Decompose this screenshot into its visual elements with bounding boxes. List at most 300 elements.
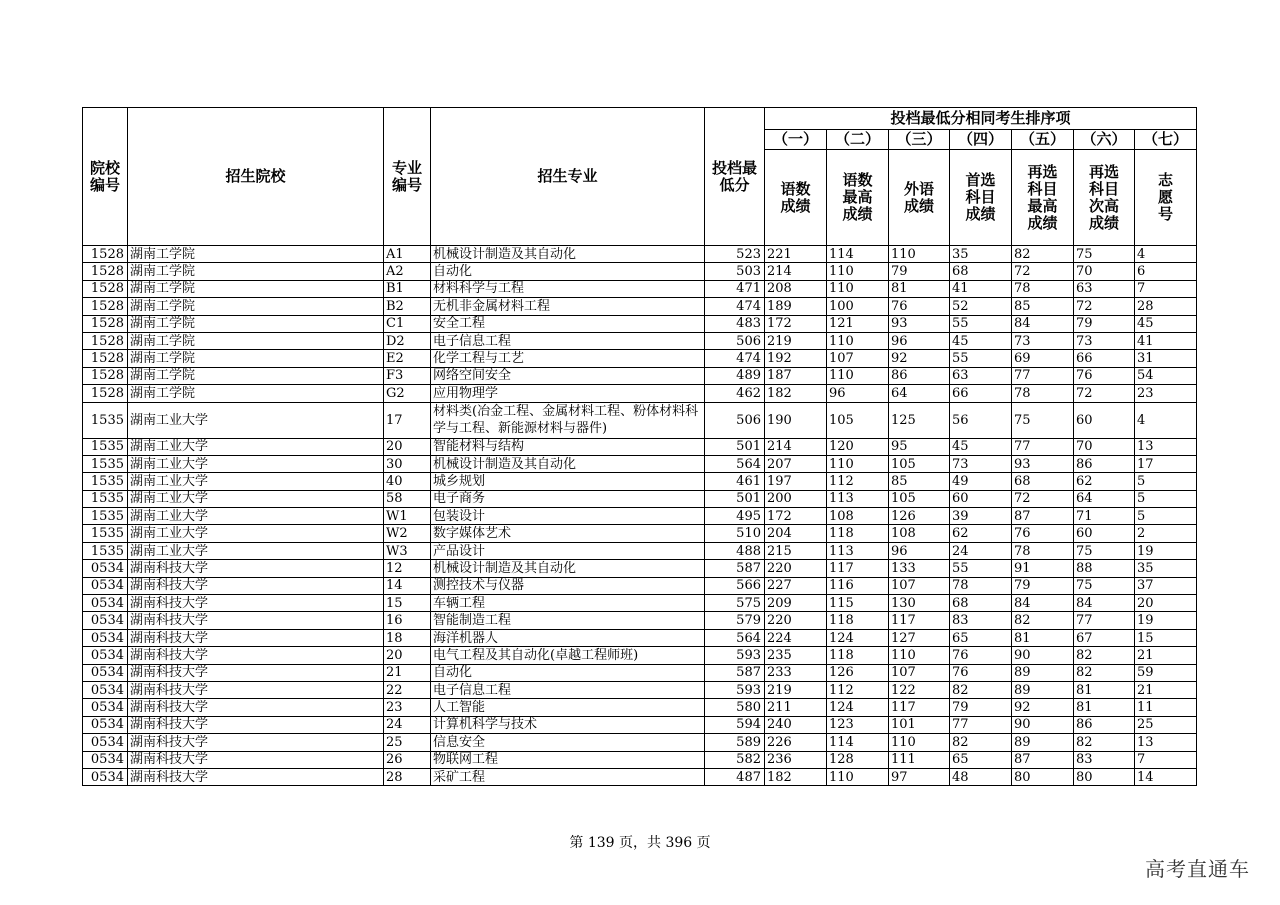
cell-order-5: 76 xyxy=(1012,525,1074,542)
cell-order-3: 110 xyxy=(889,246,950,263)
cell-order-1: 197 xyxy=(765,473,827,490)
cell-major-name: 城乡规划 xyxy=(431,473,705,490)
cell-order-6: 72 xyxy=(1074,298,1135,315)
cell-school-code: 1535 xyxy=(83,542,128,559)
cell-order-3: 93 xyxy=(889,315,950,332)
cell-school-name: 湖南科技大学 xyxy=(128,664,384,681)
cell-order-2: 118 xyxy=(827,647,889,664)
cell-order-2: 110 xyxy=(827,263,889,280)
table-row xyxy=(83,367,1197,384)
cell-major-name: 应用物理学 xyxy=(431,385,705,402)
cell-order-7: 28 xyxy=(1135,298,1197,315)
cell-order-5: 78 xyxy=(1012,280,1074,297)
cell-order-7: 5 xyxy=(1135,490,1197,507)
cell-major-code: W3 xyxy=(384,542,431,559)
cell-order-7: 13 xyxy=(1135,734,1197,751)
cell-order-7: 35 xyxy=(1135,560,1197,577)
cell-order-4: 45 xyxy=(950,438,1012,455)
cell-order-4: 68 xyxy=(950,595,1012,612)
cell-order-2: 124 xyxy=(827,699,889,716)
cell-order-5: 81 xyxy=(1012,629,1074,646)
cell-order-4: 63 xyxy=(950,367,1012,384)
cell-major-name: 海洋机器人 xyxy=(431,629,705,646)
table-row xyxy=(83,402,1197,438)
cell-min-score: 462 xyxy=(705,385,765,402)
cell-order-5: 93 xyxy=(1012,455,1074,472)
cell-order-3: 96 xyxy=(889,542,950,559)
cell-school-code: 1528 xyxy=(83,315,128,332)
cell-min-score: 587 xyxy=(705,560,765,577)
cell-order-5: 69 xyxy=(1012,350,1074,367)
cell-min-score: 587 xyxy=(705,664,765,681)
cell-order-4: 62 xyxy=(950,525,1012,542)
cell-order-3: 133 xyxy=(889,560,950,577)
cell-school-name: 湖南工学院 xyxy=(128,367,384,384)
cell-major-name: 化学工程与工艺 xyxy=(431,350,705,367)
cell-school-name: 湖南工学院 xyxy=(128,350,384,367)
header-order-7: （七） xyxy=(1135,130,1197,150)
table-row xyxy=(83,664,1197,681)
cell-order-3: 81 xyxy=(889,280,950,297)
cell-major-code: F3 xyxy=(384,367,431,384)
cell-major-code: 58 xyxy=(384,490,431,507)
cell-order-5: 68 xyxy=(1012,473,1074,490)
cell-order-1: 235 xyxy=(765,647,827,664)
cell-order-6: 76 xyxy=(1074,367,1135,384)
cell-major-name: 智能材料与结构 xyxy=(431,438,705,455)
cell-order-5: 92 xyxy=(1012,699,1074,716)
cell-order-2: 100 xyxy=(827,298,889,315)
cell-order-1: 215 xyxy=(765,542,827,559)
table-row xyxy=(83,263,1197,280)
cell-school-name: 湖南工业大学 xyxy=(128,473,384,490)
cell-major-code: 30 xyxy=(384,455,431,472)
cell-order-4: 41 xyxy=(950,280,1012,297)
cell-order-7: 37 xyxy=(1135,577,1197,594)
cell-min-score: 489 xyxy=(705,367,765,384)
cell-school-name: 湖南工业大学 xyxy=(128,508,384,525)
cell-order-2: 114 xyxy=(827,734,889,751)
cell-min-score: 593 xyxy=(705,681,765,698)
cell-order-7: 6 xyxy=(1135,263,1197,280)
cell-order-1: 172 xyxy=(765,508,827,525)
cell-order-5: 79 xyxy=(1012,577,1074,594)
cell-school-name: 湖南工学院 xyxy=(128,315,384,332)
cell-major-code: E2 xyxy=(384,350,431,367)
header-order-label-6: 再选科目次高成绩 xyxy=(1074,150,1135,246)
cell-order-1: 221 xyxy=(765,246,827,263)
cell-school-code: 1528 xyxy=(83,298,128,315)
header-order-label-1: 语数成绩 xyxy=(765,150,827,246)
cell-school-name: 湖南工学院 xyxy=(128,332,384,349)
table-row xyxy=(83,595,1197,612)
cell-order-4: 82 xyxy=(950,734,1012,751)
cell-order-2: 124 xyxy=(827,629,889,646)
table-row xyxy=(83,647,1197,664)
table-row xyxy=(83,629,1197,646)
cell-school-name: 湖南工学院 xyxy=(128,385,384,402)
cell-school-code: 0534 xyxy=(83,595,128,612)
cell-min-score: 523 xyxy=(705,246,765,263)
cell-order-5: 82 xyxy=(1012,612,1074,629)
cell-order-5: 77 xyxy=(1012,438,1074,455)
cell-order-4: 35 xyxy=(950,246,1012,263)
cell-order-7: 19 xyxy=(1135,542,1197,559)
cell-order-5: 82 xyxy=(1012,246,1074,263)
cell-major-code: 28 xyxy=(384,768,431,785)
cell-order-6: 70 xyxy=(1074,438,1135,455)
cell-major-code: 22 xyxy=(384,681,431,698)
cell-order-5: 91 xyxy=(1012,560,1074,577)
cell-order-5: 89 xyxy=(1012,681,1074,698)
cell-school-name: 湖南科技大学 xyxy=(128,699,384,716)
cell-school-code: 1535 xyxy=(83,455,128,472)
cell-order-7: 7 xyxy=(1135,751,1197,768)
table-row xyxy=(83,577,1197,594)
cell-min-score: 461 xyxy=(705,473,765,490)
cell-order-3: 76 xyxy=(889,298,950,315)
cell-order-2: 118 xyxy=(827,525,889,542)
cell-school-name: 湖南科技大学 xyxy=(128,595,384,612)
header-order-5: （五） xyxy=(1012,130,1074,150)
table-row xyxy=(83,490,1197,507)
cell-major-code: B1 xyxy=(384,280,431,297)
table-row xyxy=(83,681,1197,698)
cell-major-code: G2 xyxy=(384,385,431,402)
cell-order-3: 92 xyxy=(889,350,950,367)
cell-order-1: 233 xyxy=(765,664,827,681)
cell-order-1: 200 xyxy=(765,490,827,507)
cell-min-score: 589 xyxy=(705,734,765,751)
cell-order-5: 90 xyxy=(1012,647,1074,664)
header-order-label-3: 外语成绩 xyxy=(889,150,950,246)
cell-school-code: 1535 xyxy=(83,490,128,507)
cell-major-name: 机械设计制造及其自动化 xyxy=(431,560,705,577)
cell-school-code: 1528 xyxy=(83,385,128,402)
cell-order-6: 75 xyxy=(1074,542,1135,559)
cell-order-1: 226 xyxy=(765,734,827,751)
cell-major-name: 电气工程及其自动化(卓越工程师班) xyxy=(431,647,705,664)
cell-school-name: 湖南工业大学 xyxy=(128,455,384,472)
cell-order-7: 5 xyxy=(1135,473,1197,490)
cell-order-4: 24 xyxy=(950,542,1012,559)
cell-order-1: 211 xyxy=(765,699,827,716)
cell-order-6: 84 xyxy=(1074,595,1135,612)
cell-school-name: 湖南科技大学 xyxy=(128,681,384,698)
cell-order-7: 2 xyxy=(1135,525,1197,542)
cell-order-6: 66 xyxy=(1074,350,1135,367)
table-row xyxy=(83,560,1197,577)
admission-score-table xyxy=(82,107,1197,786)
cell-order-5: 85 xyxy=(1012,298,1074,315)
cell-school-code: 1535 xyxy=(83,402,128,438)
table-row xyxy=(83,246,1197,263)
cell-order-4: 65 xyxy=(950,629,1012,646)
cell-order-4: 55 xyxy=(950,350,1012,367)
cell-order-6: 60 xyxy=(1074,525,1135,542)
cell-min-score: 582 xyxy=(705,751,765,768)
watermark: 高考直通车 xyxy=(1145,857,1250,881)
cell-major-code: 17 xyxy=(384,402,431,438)
cell-order-7: 31 xyxy=(1135,350,1197,367)
cell-order-3: 122 xyxy=(889,681,950,698)
cell-school-name: 湖南科技大学 xyxy=(128,612,384,629)
cell-order-6: 80 xyxy=(1074,768,1135,785)
table-row xyxy=(83,385,1197,402)
cell-order-1: 214 xyxy=(765,438,827,455)
cell-min-score: 487 xyxy=(705,768,765,785)
cell-order-3: 79 xyxy=(889,263,950,280)
header-major-name: 招生专业 xyxy=(431,108,705,246)
cell-order-2: 117 xyxy=(827,560,889,577)
header-school-code: 院校编号 xyxy=(83,108,128,246)
cell-order-4: 73 xyxy=(950,455,1012,472)
cell-order-6: 75 xyxy=(1074,246,1135,263)
cell-order-6: 82 xyxy=(1074,664,1135,681)
cell-order-7: 54 xyxy=(1135,367,1197,384)
cell-order-3: 110 xyxy=(889,734,950,751)
cell-major-code: 20 xyxy=(384,647,431,664)
cell-order-3: 117 xyxy=(889,699,950,716)
cell-order-1: 192 xyxy=(765,350,827,367)
cell-order-6: 64 xyxy=(1074,490,1135,507)
cell-major-name: 自动化 xyxy=(431,664,705,681)
cell-order-3: 97 xyxy=(889,768,950,785)
cell-order-5: 77 xyxy=(1012,367,1074,384)
cell-min-score: 506 xyxy=(705,332,765,349)
cell-order-4: 76 xyxy=(950,664,1012,681)
cell-school-name: 湖南科技大学 xyxy=(128,768,384,785)
cell-order-6: 86 xyxy=(1074,455,1135,472)
cell-major-name: 产品设计 xyxy=(431,542,705,559)
cell-order-7: 19 xyxy=(1135,612,1197,629)
cell-school-name: 湖南科技大学 xyxy=(128,560,384,577)
cell-major-name: 信息安全 xyxy=(431,734,705,751)
cell-major-code: A1 xyxy=(384,246,431,263)
header-order-label-2: 语数最高成绩 xyxy=(827,150,889,246)
cell-order-5: 89 xyxy=(1012,664,1074,681)
header-order-2: （二） xyxy=(827,130,889,150)
cell-order-7: 7 xyxy=(1135,280,1197,297)
cell-order-4: 65 xyxy=(950,751,1012,768)
cell-school-name: 湖南科技大学 xyxy=(128,629,384,646)
cell-order-7: 17 xyxy=(1135,455,1197,472)
cell-major-name: 材料类(冶金工程、金属材料工程、粉体材料科学与工程、新能源材料与器件) xyxy=(431,402,705,438)
cell-order-7: 45 xyxy=(1135,315,1197,332)
cell-order-1: 220 xyxy=(765,560,827,577)
cell-order-3: 126 xyxy=(889,508,950,525)
cell-order-1: 224 xyxy=(765,629,827,646)
cell-major-name: 测控技术与仪器 xyxy=(431,577,705,594)
cell-order-1: 219 xyxy=(765,332,827,349)
cell-school-code: 0534 xyxy=(83,699,128,716)
cell-school-code: 0534 xyxy=(83,612,128,629)
cell-order-2: 118 xyxy=(827,612,889,629)
cell-order-1: 236 xyxy=(765,751,827,768)
table-row xyxy=(83,473,1197,490)
cell-school-code: 0534 xyxy=(83,734,128,751)
cell-school-code: 0534 xyxy=(83,577,128,594)
cell-major-name: 机械设计制造及其自动化 xyxy=(431,246,705,263)
cell-order-2: 110 xyxy=(827,768,889,785)
cell-min-score: 566 xyxy=(705,577,765,594)
cell-school-name: 湖南工业大学 xyxy=(128,542,384,559)
cell-order-3: 117 xyxy=(889,612,950,629)
cell-order-4: 56 xyxy=(950,402,1012,438)
cell-order-3: 127 xyxy=(889,629,950,646)
cell-school-name: 湖南科技大学 xyxy=(128,647,384,664)
cell-order-2: 113 xyxy=(827,542,889,559)
cell-order-2: 115 xyxy=(827,595,889,612)
cell-school-name: 湖南科技大学 xyxy=(128,751,384,768)
table-row xyxy=(83,455,1197,472)
cell-order-7: 15 xyxy=(1135,629,1197,646)
cell-major-code: 18 xyxy=(384,629,431,646)
header-order-label-4: 首选科目成绩 xyxy=(950,150,1012,246)
table-row xyxy=(83,332,1197,349)
cell-major-code: 40 xyxy=(384,473,431,490)
cell-order-5: 87 xyxy=(1012,508,1074,525)
cell-order-6: 60 xyxy=(1074,402,1135,438)
cell-order-6: 71 xyxy=(1074,508,1135,525)
table-row xyxy=(83,350,1197,367)
cell-school-code: 0534 xyxy=(83,629,128,646)
cell-order-5: 90 xyxy=(1012,716,1074,733)
cell-order-7: 25 xyxy=(1135,716,1197,733)
cell-order-1: 214 xyxy=(765,263,827,280)
cell-order-4: 82 xyxy=(950,681,1012,698)
header-school-name: 招生院校 xyxy=(128,108,384,246)
cell-order-7: 41 xyxy=(1135,332,1197,349)
cell-order-2: 121 xyxy=(827,315,889,332)
cell-min-score: 579 xyxy=(705,612,765,629)
cell-order-4: 48 xyxy=(950,768,1012,785)
cell-min-score: 593 xyxy=(705,647,765,664)
cell-order-4: 83 xyxy=(950,612,1012,629)
cell-order-1: 207 xyxy=(765,455,827,472)
cell-school-code: 1528 xyxy=(83,263,128,280)
cell-major-name: 智能制造工程 xyxy=(431,612,705,629)
cell-school-code: 1528 xyxy=(83,367,128,384)
cell-min-score: 575 xyxy=(705,595,765,612)
cell-min-score: 501 xyxy=(705,438,765,455)
cell-order-3: 110 xyxy=(889,647,950,664)
cell-major-code: W2 xyxy=(384,525,431,542)
cell-min-score: 495 xyxy=(705,508,765,525)
cell-order-2: 120 xyxy=(827,438,889,455)
cell-order-1: 209 xyxy=(765,595,827,612)
cell-school-code: 1535 xyxy=(83,438,128,455)
cell-school-name: 湖南科技大学 xyxy=(128,716,384,733)
cell-min-score: 471 xyxy=(705,280,765,297)
cell-major-name: 包装设计 xyxy=(431,508,705,525)
cell-school-code: 0534 xyxy=(83,560,128,577)
table-row xyxy=(83,699,1197,716)
cell-major-code: 16 xyxy=(384,612,431,629)
cell-major-code: 23 xyxy=(384,699,431,716)
cell-school-name: 湖南工业大学 xyxy=(128,438,384,455)
cell-order-2: 114 xyxy=(827,246,889,263)
cell-order-6: 88 xyxy=(1074,560,1135,577)
cell-order-7: 13 xyxy=(1135,438,1197,455)
cell-order-7: 20 xyxy=(1135,595,1197,612)
cell-min-score: 483 xyxy=(705,315,765,332)
table-row xyxy=(83,768,1197,785)
cell-order-3: 125 xyxy=(889,402,950,438)
cell-order-2: 105 xyxy=(827,402,889,438)
cell-order-7: 4 xyxy=(1135,246,1197,263)
table-body xyxy=(83,246,1197,786)
cell-order-1: 182 xyxy=(765,768,827,785)
header-min-score: 投档最低分 xyxy=(705,108,765,246)
cell-school-code: 0534 xyxy=(83,664,128,681)
cell-order-2: 116 xyxy=(827,577,889,594)
cell-order-5: 72 xyxy=(1012,263,1074,280)
cell-order-7: 14 xyxy=(1135,768,1197,785)
cell-order-7: 59 xyxy=(1135,664,1197,681)
cell-school-code: 1535 xyxy=(83,525,128,542)
header-order-label-7: 志愿号 xyxy=(1135,150,1197,246)
table-row xyxy=(83,751,1197,768)
cell-order-7: 21 xyxy=(1135,647,1197,664)
table-row xyxy=(83,438,1197,455)
table-row xyxy=(83,315,1197,332)
cell-order-2: 110 xyxy=(827,455,889,472)
cell-order-4: 39 xyxy=(950,508,1012,525)
cell-order-1: 190 xyxy=(765,402,827,438)
cell-order-1: 182 xyxy=(765,385,827,402)
cell-major-code: A2 xyxy=(384,263,431,280)
cell-order-5: 78 xyxy=(1012,542,1074,559)
cell-order-2: 128 xyxy=(827,751,889,768)
cell-major-code: 26 xyxy=(384,751,431,768)
cell-order-3: 95 xyxy=(889,438,950,455)
cell-order-1: 220 xyxy=(765,612,827,629)
cell-min-score: 564 xyxy=(705,455,765,472)
cell-order-1: 187 xyxy=(765,367,827,384)
cell-order-3: 86 xyxy=(889,367,950,384)
cell-major-name: 机械设计制造及其自动化 xyxy=(431,455,705,472)
cell-school-name: 湖南科技大学 xyxy=(128,734,384,751)
cell-major-code: B2 xyxy=(384,298,431,315)
table-row xyxy=(83,508,1197,525)
cell-order-5: 73 xyxy=(1012,332,1074,349)
cell-order-6: 63 xyxy=(1074,280,1135,297)
cell-major-code: 20 xyxy=(384,438,431,455)
cell-order-4: 76 xyxy=(950,647,1012,664)
cell-major-name: 材料科学与工程 xyxy=(431,280,705,297)
cell-order-4: 45 xyxy=(950,332,1012,349)
cell-order-2: 126 xyxy=(827,664,889,681)
cell-order-7: 5 xyxy=(1135,508,1197,525)
cell-min-score: 474 xyxy=(705,350,765,367)
header-order-1: （一） xyxy=(765,130,827,150)
cell-min-score: 580 xyxy=(705,699,765,716)
cell-order-6: 79 xyxy=(1074,315,1135,332)
cell-order-1: 219 xyxy=(765,681,827,698)
cell-order-2: 112 xyxy=(827,473,889,490)
cell-order-1: 189 xyxy=(765,298,827,315)
table-row xyxy=(83,716,1197,733)
cell-order-3: 96 xyxy=(889,332,950,349)
cell-order-3: 85 xyxy=(889,473,950,490)
cell-school-name: 湖南工业大学 xyxy=(128,490,384,507)
cell-order-5: 84 xyxy=(1012,315,1074,332)
cell-major-name: 计算机科学与技术 xyxy=(431,716,705,733)
cell-order-7: 23 xyxy=(1135,385,1197,402)
cell-order-6: 82 xyxy=(1074,734,1135,751)
cell-min-score: 510 xyxy=(705,525,765,542)
